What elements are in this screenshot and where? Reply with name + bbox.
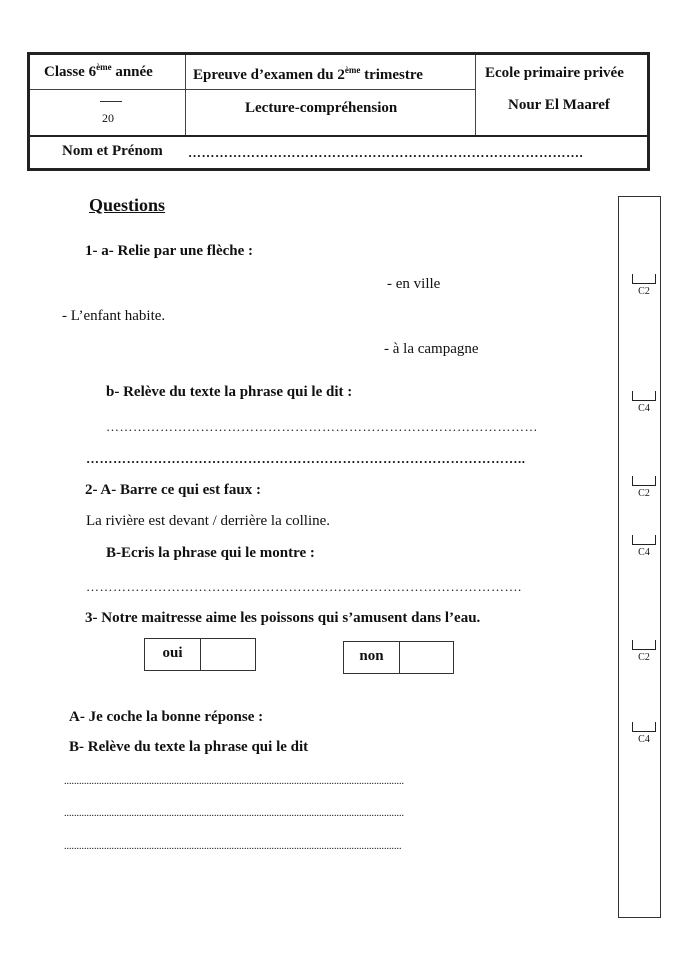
- question-1a-label: 1- a- Relie par une flèche :: [85, 243, 254, 259]
- question-2a-label: 2- A- Barre ce qui est faux :: [85, 482, 261, 498]
- name-field[interactable]: …………………………………………………………………………….: [188, 146, 584, 160]
- question-3a-label: A- Je coche la bonne réponse :: [69, 709, 264, 725]
- choice-non-label: non: [344, 642, 400, 673]
- header-divider: [30, 135, 647, 137]
- choice-oui-checkbox[interactable]: [201, 639, 255, 670]
- question-3b-label: B- Relève du texte la phrase qui le dit: [69, 739, 309, 755]
- choice-oui[interactable]: [144, 638, 256, 671]
- grade-mark[interactable]: C4: [632, 722, 656, 745]
- grade-mark[interactable]: C2: [632, 640, 656, 663]
- question-3-label: 3- Notre maitresse aime les poissons qui s’amusent dans l’eau.: [85, 610, 481, 626]
- answer-line[interactable]: ........................................................................................................................................: [64, 808, 404, 819]
- grade-mark[interactable]: C2: [632, 476, 656, 499]
- answer-line[interactable]: …………………………………………………………………………………….: [86, 580, 522, 594]
- answer-line[interactable]: ........................................................................................................................................: [64, 776, 404, 787]
- question-2-sentence[interactable]: La rivière est devant / derrière la colline.: [86, 513, 331, 529]
- header-divider: [185, 55, 186, 135]
- grade-mark[interactable]: C4: [632, 391, 656, 414]
- section-title: Questions: [89, 195, 166, 215]
- class-label: Classe 6ème année: [44, 62, 153, 80]
- score-fraction-bar: [100, 101, 122, 102]
- grade-mark[interactable]: C4: [632, 535, 656, 558]
- question-2b-label: B-Ecris la phrase qui le montre :: [106, 545, 315, 561]
- question-1b-label: b- Relève du texte la phrase qui le dit :: [106, 384, 353, 400]
- score-total: 20: [102, 111, 114, 125]
- school-name-line2: Nour El Maaref: [508, 97, 610, 113]
- header-divider: [475, 55, 476, 135]
- name-field-label: Nom et Prénom: [62, 143, 163, 159]
- choice-non-checkbox[interactable]: [400, 642, 453, 673]
- answer-line[interactable]: ……………………………………………………………………………………: [106, 420, 538, 434]
- exam-title: Epreuve d’examen du 2ème trimestre: [193, 65, 423, 83]
- header-divider: [30, 89, 475, 90]
- grade-mark[interactable]: C2: [632, 274, 656, 297]
- choice-non[interactable]: [343, 641, 454, 674]
- school-name: Ecole primaire privée: [485, 65, 624, 81]
- match-stem[interactable]: - L’enfant habite.: [62, 308, 166, 324]
- match-option-2[interactable]: - à la campagne: [384, 341, 479, 357]
- match-option-1[interactable]: - en ville: [387, 276, 441, 292]
- answer-line[interactable]: ……………………………………………………………………………………..: [86, 452, 526, 466]
- header-table: [27, 52, 650, 171]
- subject-title: Lecture-compréhension: [245, 100, 398, 116]
- answer-line[interactable]: .......................................................................................................................................: [64, 841, 402, 852]
- choice-oui-label: oui: [145, 639, 201, 670]
